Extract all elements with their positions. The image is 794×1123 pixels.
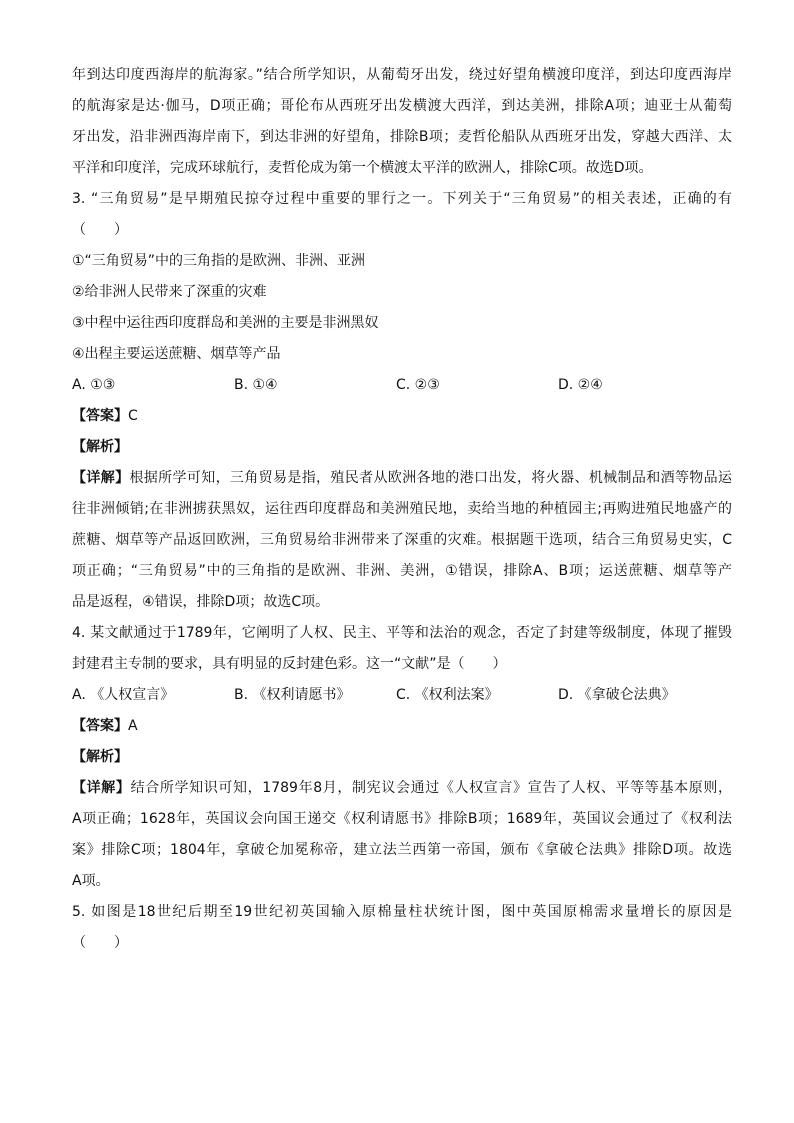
option-c: C. 《权利法案》 bbox=[396, 687, 499, 703]
detail-text: 结合所学知识可知，1789年8月，制宪议会通过《人权宣言》宣告了人权、平等等基本原则， bbox=[130, 780, 732, 796]
detail-tag: 【详解】 bbox=[72, 470, 130, 486]
detail-line: 品是返程，④错误，排除D项；故选C项。 bbox=[72, 594, 330, 610]
detail-text: 根据所学可知，三角贸易是指，殖民者从欧洲各地的港口出发，将火器、机械制品和酒等物品运 bbox=[129, 470, 732, 486]
option-c: C. ②③ bbox=[396, 377, 440, 393]
answer-options bbox=[72, 680, 732, 711]
detail-line: 案》排除C项；1804年，拿破仑加冕称帝，建立法兰西第一帝国，颁布《拿破仑法典》排除D项。故选 bbox=[72, 842, 732, 858]
answer-tag: 【答案】 bbox=[72, 408, 128, 424]
option-a: A. ①③ bbox=[72, 377, 116, 393]
statement-item: ①“三角贸易”中的三角指的是欧洲、非洲、亚洲 bbox=[72, 253, 366, 269]
question-stem: 封建君主专制的要求，具有明显的反封建色彩。这一“文献”是（ ） bbox=[72, 656, 507, 672]
statement-item: ③中程中运往西印度群岛和美洲的主要是非洲黑奴 bbox=[72, 315, 379, 331]
question-3 bbox=[72, 184, 732, 618]
detail-line bbox=[72, 773, 732, 804]
analysis-tag: 【解析】 bbox=[72, 749, 128, 765]
statement-item: ②给非洲人民带来了深重的灾难 bbox=[72, 284, 267, 300]
text-line: 年到达印度西海岸的航海家。”结合所学知识，从葡萄牙出发，绕过好望角横渡印度洋，到达印度西海岸 bbox=[72, 67, 732, 83]
question-stem-bracket: （ ） bbox=[72, 935, 128, 951]
statement-item: ④出程主要运送蔗糖、烟草等产品 bbox=[72, 346, 281, 362]
analysis-heading bbox=[72, 432, 732, 463]
detail-line: A项正确；1628年，英国议会向国王递交《权利请愿书》排除B项；1689年，英国议会通过了《权利法 bbox=[72, 811, 732, 827]
detail-tag: 【详解】 bbox=[72, 780, 131, 796]
question-stem: 4. 某文献通过于1789年，它阐明了人权、民主、平等和法治的观念，否定了封建等级制度，体现了摧毁 bbox=[72, 625, 732, 641]
text-line: 平洋和印度洋，完成环球航行，麦哲伦成为第一个横渡太平洋的欧洲人，排除C项。故选D项。 bbox=[72, 160, 653, 176]
answer-value: A bbox=[128, 718, 138, 734]
option-a: A. 《人权宣言》 bbox=[72, 687, 175, 703]
option-d: D. 《拿破仑法典》 bbox=[558, 687, 676, 703]
detail-line bbox=[72, 463, 732, 494]
text-line: 牙出发，沿非洲西海岸南下，到达非洲的好望角，排除B项；麦哲伦船队从西班牙出发，穿越大西洋、太 bbox=[72, 129, 732, 145]
text-line: 的航海家是达·伽马，D项正确；哥伦布从西班牙出发横渡大西洋，到达美洲，排除A项；迪亚士从葡萄 bbox=[72, 98, 732, 114]
question-stem: 3. “三角贸易”是早期殖民掠夺过程中重要的罪行之一。下列关于“三角贸易”的相关表述，正确的有 bbox=[72, 191, 732, 207]
answer-tag: 【答案】 bbox=[72, 718, 128, 734]
question-5 bbox=[72, 897, 732, 959]
answer-line bbox=[72, 401, 732, 432]
question-stem-bracket: （ ） bbox=[72, 222, 128, 238]
option-b: B. ①④ bbox=[234, 377, 278, 393]
detail-line: 蔗糖、烟草等产品返回欧洲，三角贸易给非洲带来了深重的灾难。根据题干选项，结合三角贸易史实，C bbox=[72, 532, 732, 548]
detail-line: A项。 bbox=[72, 873, 110, 889]
answer-value: C bbox=[128, 408, 138, 424]
question-4 bbox=[72, 618, 732, 897]
analysis-tag: 【解析】 bbox=[72, 439, 128, 455]
question-stem: 5. 如图是18世纪后期至19世纪初英国输入原棉量柱状统计图，图中英国原棉需求量增长的原因是 bbox=[72, 904, 732, 920]
analysis-heading bbox=[72, 742, 732, 773]
option-d: D. ②④ bbox=[558, 377, 603, 393]
q2-explanation-tail bbox=[72, 60, 732, 184]
page-content bbox=[72, 60, 732, 959]
answer-options bbox=[72, 370, 732, 401]
option-b: B. 《权利请愿书》 bbox=[234, 687, 351, 703]
detail-line: 往非洲倾销;在非洲掳获黑奴，运往西印度群岛和美洲殖民地，卖给当地的种植园主;再购进殖民地盛产的 bbox=[72, 501, 732, 517]
answer-line bbox=[72, 711, 732, 742]
detail-line: 项正确；“三角贸易”中的三角指的是欧洲、非洲、美洲，①错误，排除A、B项；运送蔗糖、烟草等产 bbox=[72, 563, 732, 579]
